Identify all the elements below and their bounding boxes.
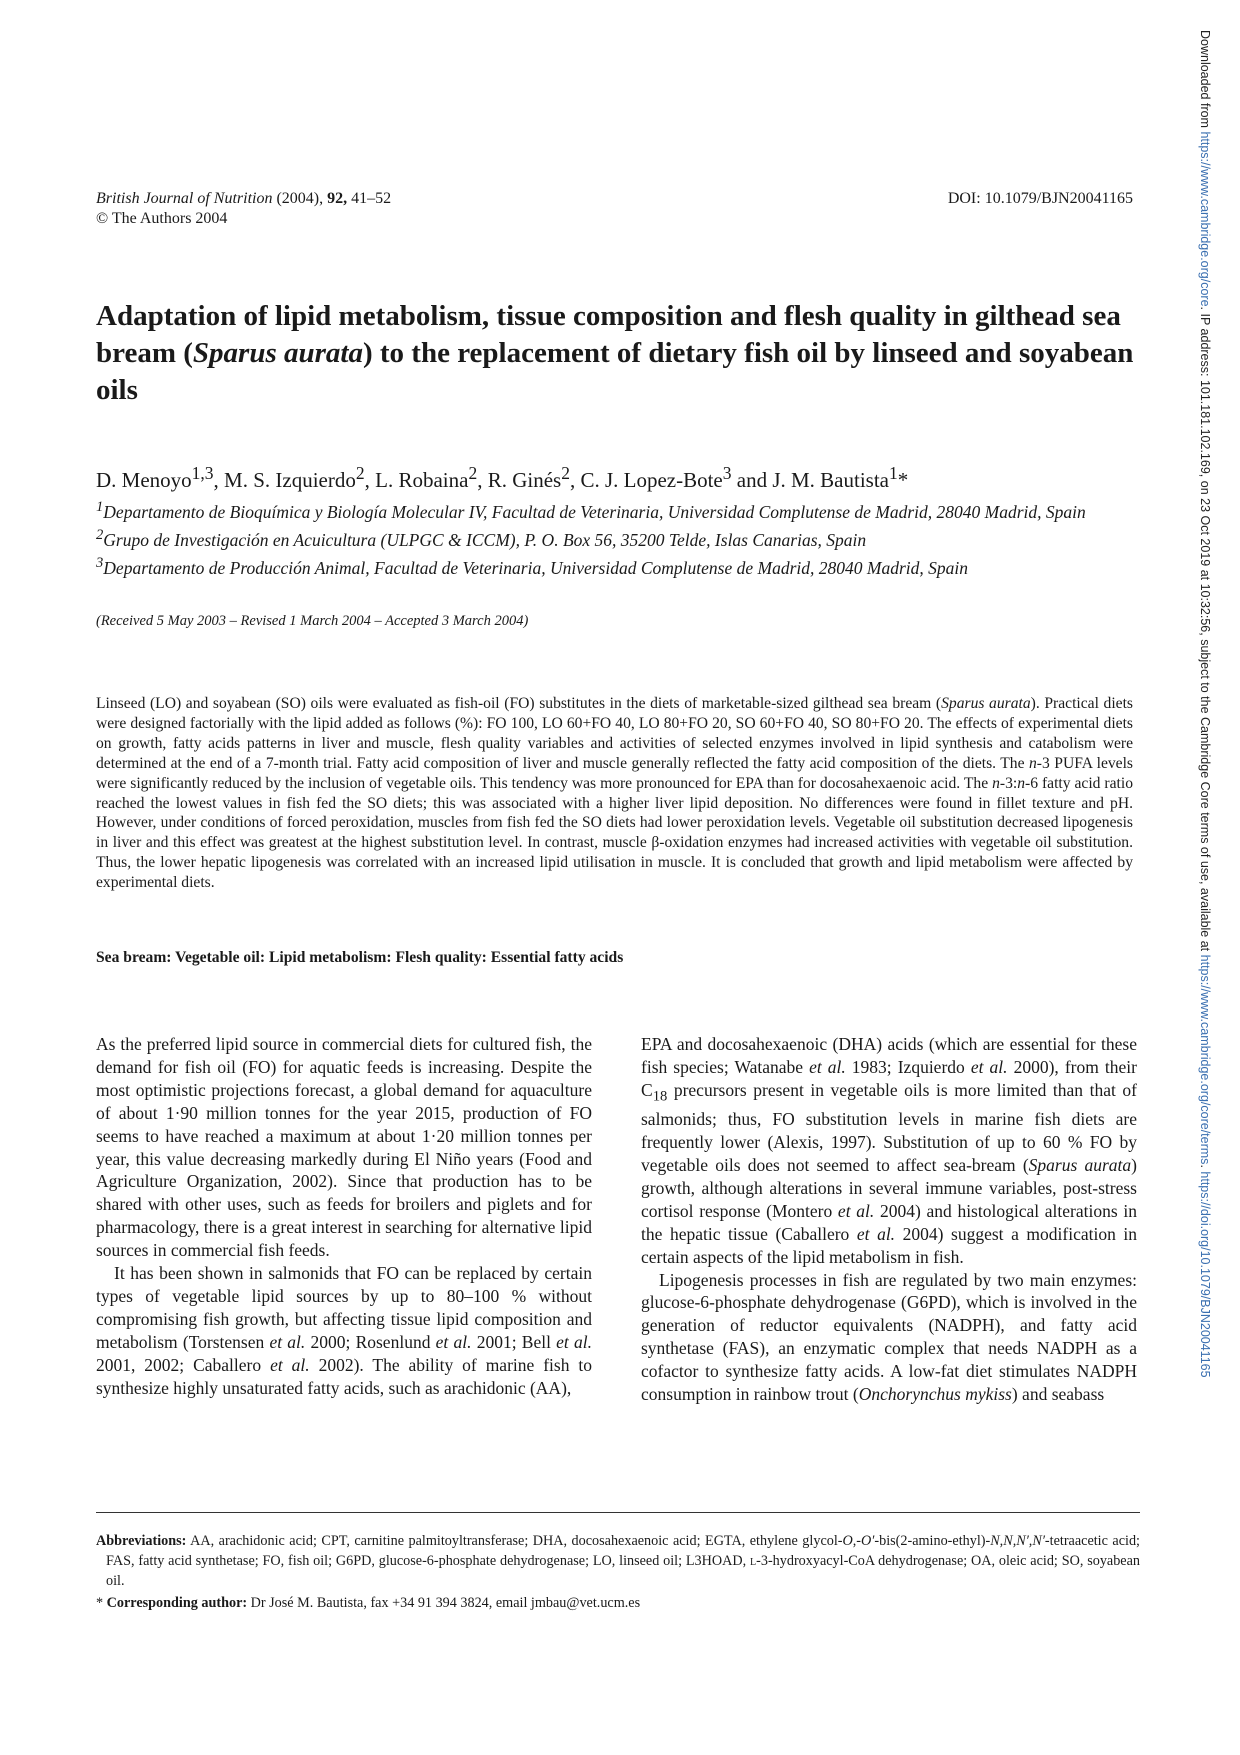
- journal-volume: 92,: [327, 190, 348, 207]
- title-species: Sparus aurata: [192, 337, 363, 369]
- terms-of-use-link[interactable]: https://www.cambridge.org/core/terms: [1198, 954, 1212, 1165]
- author: L. Robaina$^2$,: [375, 463, 488, 492]
- author: D. Menoyo$^{1,3}$,: [96, 463, 225, 492]
- author: C. J. Lopez-Bote$^3$ and: [580, 463, 773, 492]
- journal-citation: [96, 189, 391, 229]
- footnote-rule: [96, 1512, 1140, 1513]
- journal-pages: 41–52: [351, 190, 392, 207]
- body-paragraph: EPA and docosahexaenoic (DHA) acids (which are essential for these fish species; Watanabe et al. 1983; Izquierdo et al. 2000), from their $C_{18}$ precursors present in vegetable oils is more limited than that of salmonids; thus, FO substitution levels in marine fish diets are frequently lower (Alexis, 1997). Substitution of up to 60 % FO by vegetable oils does not seemed to affect sea-bream (Sparus aurata) growth, although alterations in several immune variables, post-stress cortisol response (Montero et al. 2004) and histological alterations in the hepatic tissue (Caballero et al. 2004) suggest a modification in certain aspects of the lipid metabolism in fish.: [641, 1034, 1137, 1267]
- doi-header: DOI: 10.1079/BJN20041165: [947, 190, 1133, 207]
- author: J. M. Bautista$^1$*: [772, 463, 909, 492]
- body-paragraph: It has been shown in salmonids that FO can be replaced by certain types of vegetable lipid sources by up to 80–100 % without compromising fish growth, but affecting tissue lipid composition and metabolism (Torstensen et al. 2000; Rosenlund et al. 2001; Bell et al. 2001, 2002; Caballero et al. 2002). The ability of marine fish to synthesize highly unsaturated fatty acids, such as arachidonic (AA),: [96, 1263, 593, 1398]
- download-notice-sidebar: Downloaded from https://www.cambridge.org/core. IP address: 101.181.102.169, on 23 Oct 2019 at 10:32:56, subject to the Cambridge Core terms of use, available at https://www.cambridge.org/core/terms. https://doi.org/10.1079/BJN20041165: [1198, 30, 1212, 1378]
- received-dates: (Received 5 May 2003 – Revised 1 March 2004 – Accepted 3 March 2004): [96, 613, 529, 629]
- keywords: Sea bream: Vegetable oil: Lipid metabolism: Flesh quality: Essential fatty acids: [96, 949, 624, 966]
- abbreviations-footnote: Abbreviations: AA, arachidonic acid; CPT, carnitine palmitoyltransferase; DHA, docosahexaenoic acid; EGTA, ethylene glycol-O,-O′-bis(2-amino-ethyl)-N,N,N′,N′-tetraacetic acid; FAS, fatty acid synthetase; FO, fish oil; G6PD, glucose-6-phosphate dehydrogenase; LO, linseed oil; L3HOAD, l-3-hydroxyacyl-CoA dehydrogenase; OA, oleic acid; SO, soyabean oil.: [96, 1533, 1140, 1589]
- author-list: [96, 460, 908, 493]
- journal-year: (2004),: [276, 190, 324, 207]
- body-column-right: [641, 1033, 1137, 1406]
- affiliation: $^1$Departamento de Bioquímica y Biología Molecular IV, Facultad de Veterinaria, Universidad Complutense de Madrid, 28040 Madrid, Spain: [96, 499, 1086, 522]
- doi-link[interactable]: https://doi.org/10.1079/BJN20041165: [1198, 1171, 1212, 1378]
- copyright-line: © The Authors 2004: [96, 210, 228, 227]
- affiliations: [96, 496, 1141, 579]
- abstract: Linseed (LO) and soyabean (SO) oils were evaluated as fish-oil (FO) substitutes in the diets of marketable-sized gilthead sea bream (Sparus aurata). Practical diets were designed factorially with the lipid added as follows (%): FO 100, LO 60+FO 40, LO 80+FO 20, SO 60+FO 40, SO 80+FO 20. The effects of experimental diets on growth, fatty acids patterns in liver and muscle, flesh quality variables and activities of selected enzymes involved in lipid synthesis and catabolism were determined at the end of a 7-month trial. Fatty acid composition of liver and muscle generally reflected the fatty acid composition of the diets. The n-3 PUFA levels were significantly reduced by the inclusion of vegetable oils. This tendency was more pronounced for EPA than for docosahexaenoic acid. The n-3:n-6 fatty acid ratio reached the lowest values in fish fed the SO diets; this was associated with a higher liver lipid deposition. No differences were found in fillet texture and pH. However, under conditions of forced peroxidation, muscles from fish fed the SO diets had lower peroxidation levels. Vegetable oil substitution decreased lipogenesis in liver and this effect was greatest at the highest substitution level. In contrast, muscle β-oxidation enzymes had increased activities with vegetable oil substitution. Thus, the lower hepatic lipogenesis was correlated with an increased lipid utilisation in muscle. It is concluded that growth and lipid metabolism were affected by experimental diets.: [96, 695, 1134, 892]
- body-paragraph: Lipogenesis processes in fish are regulated by two main enzymes: glucose-6-phosphate dehydrogenase (G6PD), which is involved in the generation of reductor equivalents (NADPH), and fatty acid synthetase (FAS), an enzymatic complex that needs NADPH as a cofactor to synthesize fatty acids. A low-fat diet stimulates NADPH consumption in rainbow trout (Onchorynchus mykiss) and seabass: [641, 1269, 1137, 1405]
- affiliation: $^2$Grupo de Investigación en Acuicultura (ULPGC & ICCM), P. O. Box 56, 35200 Telde, Islas Canarias, Spain: [96, 526, 867, 550]
- body-paragraph: As the preferred lipid source in commercial diets for cultured fish, the demand for fish oil (FO) for aquatic feeds is increasing. Despite the most optimistic projections forecast, a global demand for aquaculture of about 1·90 million tonnes for the year 2015, production of FO seems to have reached a maximum at about 1·20 million tonnes per year, this value decreasing markedly during El Niño years (Food and Agriculture Organization, 2002). Since that production has to be shared with other uses, such as feeds for broilers and piglets and for pharmacology, there is a great interest in searching for alternative lipid sources in commercial fish feeds.: [96, 1034, 592, 1261]
- author: R. Ginés$^2$,: [487, 463, 581, 492]
- affiliation: $^3$Departamento de Producción Animal, Facultad de Veterinaria, Universidad Complutense de Madrid, 28040 Madrid, Spain: [96, 554, 968, 578]
- author: M. S. Izquierdo$^2$,: [224, 463, 376, 492]
- body-column-left: [96, 1033, 592, 1400]
- footnotes: [96, 1531, 1140, 1613]
- corresponding-author-footnote: * Corresponding author: Dr José M. Bautista, fax +34 91 394 3824, email jmbau@vet.ucm.es: [96, 1595, 641, 1611]
- journal-name: British Journal of Nutrition: [96, 190, 273, 207]
- paper-title: Adaptation of lipid metabolism, tissue composition and flesh quality in gilthead sea bream (Sparus aurata) to the replacement of dietary fish oil by linseed and soyabean oils: [96, 300, 1134, 406]
- cambridge-core-link[interactable]: https://www.cambridge.org/core: [1198, 131, 1212, 307]
